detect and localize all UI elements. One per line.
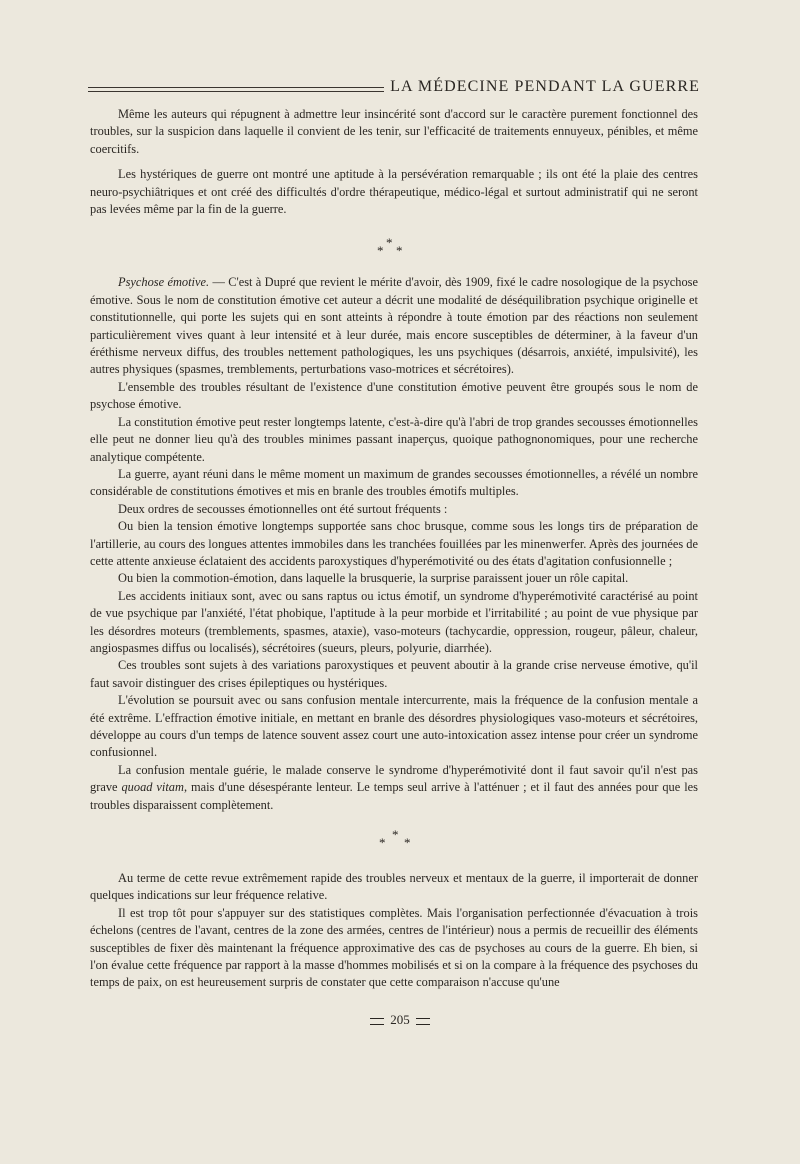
- footer-ornament: [370, 1018, 384, 1025]
- paragraph: Les accidents initiaux sont, avec ou sans raptus ou ictus émotif, un syndrome d'hyperémotivité caractérisé au point de vue psychique par l'anxiété, l'état phobique, l'aptitude à la peur morbide et l'irritabilité ; au point de vue physique par les désordres moteurs (tremblements, spasmes, ataxie), vaso-moteurs (tachycardie, oppression, rougeur, pâleur, chaleur, angiospasmes diffus ou localisés), sécrétoires (sueurs, pleurs, polyurie, diarrhée).: [90, 588, 698, 655]
- footer-ornament: [416, 1018, 430, 1025]
- paragraph: Ou bien la tension émotive longtemps supportée sans choc brusque, comme sous les longs tirs de préparation de l'artillerie, au cours des longues attentes immobiles dans les tranchées fouillées par les minenwerfer. Après des journées de cette attente anxieuse éclataient des accidents paroxystiques d'hyperémotivité ou des états d'agitation confusionnelle ;: [90, 519, 698, 568]
- paragraph: Même les auteurs qui répugnent à admettre leur insincérité sont d'accord sur le caractère purement fonctionnel des troubles, sur la suspicion dans laquelle il convient de les tenir, sur l'efficacité de traitements ennuyeux, pénibles, et même coercitifs.: [90, 107, 698, 156]
- page-footer: [0, 1012, 800, 1028]
- paragraph: Il est trop tôt pour s'appuyer sur des statistiques complètes. Mais l'organisation perfectionnée d'évacuation à trois échelons (centres de l'avant, centres de la zone des armées, centres de l'intérieur) nous a permis de recueillir des éléments susceptibles de fixer dès maintenant la fréquence approximative des cas de psychoses au cours de la guerre. Eh bien, si l'on évalue cette fréquence par rapport à la masse d'hommes mobilisés et si on la compare à la fréquence des psychoses du temps de paix, on est heureusement surpris de constater que cette comparaison n'accuse qu'une: [90, 905, 698, 990]
- paragraph: La confusion mentale guérie, le malade conserve le syndrome d'hyperémotivité dont il faut savoir qu'il n'est pas grave quoad vitam, mais d'une désespérante lenteur. Le temps seul arrive à l'atténuer ; et il faut des années pour que les troubles disparaissent complètement.: [90, 762, 698, 812]
- paragraph: Ces troubles sont sujets à des variations paroxystiques et peuvent aboutir à la grande crise nerveuse émotive, qu'il faut savoir distinguer des crises épileptiques ou hystériques.: [90, 658, 698, 690]
- asterisk: *: [396, 243, 403, 259]
- paragraph: La constitution émotive peut rester longtemps latente, c'est-à-dire qu'à l'abri de trop grandes secousses émotionnelles elle peut ne donner lieu qu'à des troubles minimes passant inaperçus, quoique pathognonomiques, pour une recherche analytique compétente.: [90, 414, 698, 464]
- asterisk: *: [377, 243, 384, 259]
- asterisk: *: [386, 235, 393, 251]
- paragraph: Au terme de cette revue extrêmement rapide des troubles nerveux et mentaux de la guerre, il importerait de donner quelques indications sur leur fréquence relative.: [90, 871, 698, 903]
- body-text: [90, 106, 698, 992]
- paragraph: Psychose émotive. — C'est à Dupré que revient le mérite d'avoir, dès 1909, fixé le cadre nosologique de la psychose émotive. Sous le nom de constitution émotive cet auteur a décrit une modalité de déséquilibration psychique originelle et constitutionnelle, qui porte les sujets qui en sont atteints à répondre à toute émotion par des réactions non seulement particulièrement vives quant à leur intensité et à leur durée, mais encore susceptibles de déterminer, à la faveur d'un éréthisme nerveux diffus, des troubles nettement pathologiques, les uns psychiques (désarrois, anxiété, impulsivité), les autres physiques (spasmes, tremblements, perturbations vaso-motrices et sécrétoires).: [90, 275, 698, 377]
- section-separator: [90, 814, 698, 870]
- section-separator: [90, 218, 698, 274]
- page-number: 205: [390, 1012, 410, 1027]
- running-header: [88, 78, 700, 100]
- paragraph: L'ensemble des troubles résultant de l'existence d'une constitution émotive peuvent être groupés sous le nom de psychose émotive.: [90, 379, 698, 412]
- paragraph: Les hystériques de guerre ont montré une aptitude à la persévération remarquable ; ils ont été la plaie des centres neuro-psychiâtriques et ont créé des difficultés d'ordre thérapeutique, médico-légal et surtout administratif qui ne seront pas levées même par la fin de la guerre.: [90, 167, 698, 217]
- section-heading: Psychose émotive.: [118, 275, 210, 290]
- asterisk: *: [404, 835, 411, 851]
- paragraph: Deux ordres de secousses émotionnelles ont été surtout fréquents :: [118, 501, 448, 516]
- asterisk: *: [392, 827, 399, 843]
- running-title: LA MÉDECINE PENDANT LA GUERRE: [390, 78, 700, 95]
- header-double-rule: [88, 87, 384, 92]
- paragraph: La guerre, ayant réuni dans le même moment un maximum de grandes secousses émotionnelles, a révélé un nombre considérable de constitutions émotives et mis en branle des troubles émotifs multiples.: [90, 466, 698, 499]
- asterisk: *: [379, 835, 386, 851]
- paragraph: L'évolution se poursuit avec ou sans confusion mentale intercurrente, mais la fréquence de la confusion mentale a été extrême. L'effraction émotive initiale, en mettant en branle des désordres physiologiques vaso-moteurs et sécrétoires, développe au cours d'un temps de latence souvent assez court une auto-intoxication assez intense pour créer un syndrome confusionnel.: [90, 693, 698, 760]
- paragraph: Ou bien la commotion-émotion, dans laquelle la brusquerie, la surprise paraissent jouer un rôle capital.: [118, 571, 629, 586]
